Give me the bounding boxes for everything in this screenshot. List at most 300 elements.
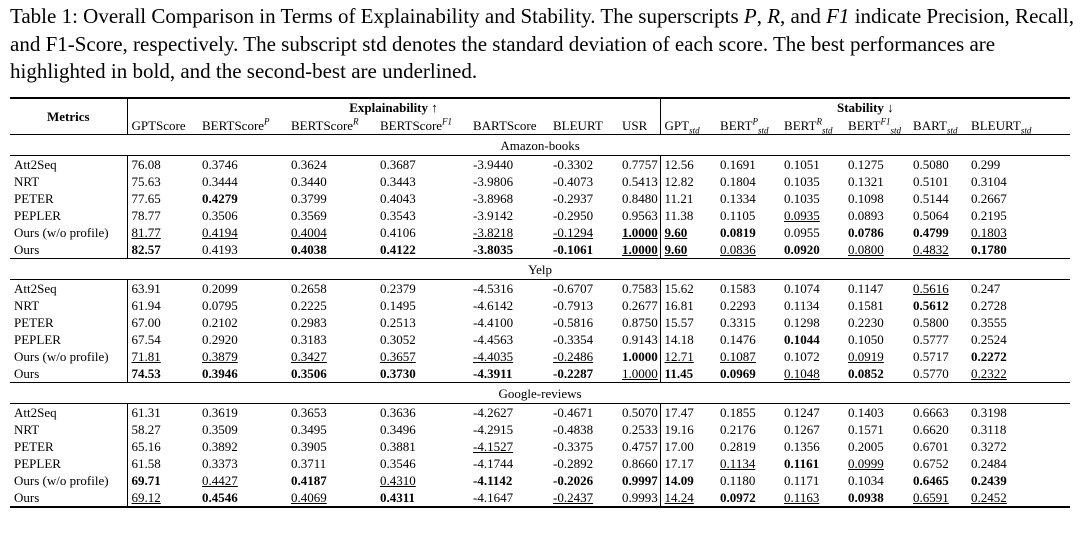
table-cell: 0.3496: [380, 422, 416, 437]
table-cell: 0.1855: [716, 404, 780, 422]
table-cell: 69.12: [127, 489, 198, 507]
column-header: BARTScore: [473, 117, 537, 133]
table-row: [10, 421, 1070, 438]
table-cell: 0.1098: [848, 191, 884, 206]
table-cell: 0.5800: [913, 315, 949, 330]
comparison-table: [10, 97, 1070, 508]
table-cell: 0.4194: [202, 225, 238, 240]
table-row: [10, 404, 1070, 422]
table-cell: 0.6465: [913, 473, 949, 488]
table-cell: 0.4799: [913, 225, 949, 240]
table-cell: -3.9440: [469, 156, 549, 174]
table-cell: -0.7913: [553, 298, 594, 313]
table-cell: 0.8750: [622, 315, 658, 330]
table-cell: 0.4043: [380, 191, 416, 206]
table-cell: 0.2099: [198, 280, 287, 298]
table-cell: 15.62: [660, 280, 716, 298]
table-cell: 0.1134: [720, 456, 756, 471]
table-cell: 0.1105: [720, 208, 756, 223]
table-cell: 0.1356: [784, 439, 820, 454]
column-header: $BERT^{F1}_{std}$: [848, 116, 902, 136]
table-cell: 19.16: [660, 421, 716, 438]
table-cell: 9.60: [660, 224, 716, 241]
table-cell: 0.7583: [618, 280, 660, 298]
table-cell: 0.2102: [202, 315, 238, 330]
table-cell: 0.4546: [198, 489, 287, 507]
table-cell: -3.9806: [473, 174, 514, 189]
table-cell: 0.0999: [848, 456, 884, 471]
table-cell: -0.4838: [553, 422, 594, 437]
method-name: Ours: [14, 242, 40, 257]
table-cell: 58.27: [127, 421, 198, 438]
table-cell: 0.4193: [202, 242, 238, 257]
table-cell: 0.2533: [622, 422, 658, 437]
table-cell: 0.3440: [291, 174, 327, 189]
table-cell: 61.31: [127, 404, 198, 422]
table-cell: 0.3444: [202, 174, 238, 189]
table-cell: 0.4004: [291, 225, 327, 240]
table-cell: 0.5144: [913, 191, 949, 206]
table-cell: 0.3879: [202, 349, 238, 364]
caption-f1: F1: [826, 4, 850, 28]
table-cell: 0.2272: [971, 349, 1007, 364]
table-cell: 0.4069: [287, 489, 376, 507]
method-name: Ours (w/o profile): [14, 349, 109, 364]
method-name: PEPLER: [14, 208, 61, 223]
table-cell: 67.54: [127, 331, 198, 348]
table-cell: 0.4310: [380, 473, 416, 488]
table-cell: 0.0935: [784, 208, 820, 223]
table-cell: -0.3302: [549, 156, 618, 174]
method-name: PETER: [14, 191, 54, 206]
column-header: $BART_{std}$: [913, 117, 958, 136]
table-cell: -0.2950: [553, 208, 594, 223]
table-cell: 74.53: [127, 365, 198, 383]
table-cell: 0.3546: [380, 456, 416, 471]
table-cell: 0.2484: [971, 456, 1007, 471]
table-cell: -4.1647: [469, 489, 549, 507]
table-cell: 0.3495: [291, 422, 327, 437]
table-cell: 0.0819: [720, 225, 756, 240]
section-title: Google-reviews: [10, 383, 1070, 404]
table-cell: 0.0800: [848, 242, 884, 257]
table-cell: 0.3905: [291, 439, 327, 454]
table-cell: 0.0938: [844, 489, 909, 507]
table-cell: -0.1061: [553, 242, 594, 257]
table-cell: 0.0786: [848, 225, 884, 240]
table-cell: 0.2728: [971, 298, 1007, 313]
table-row: [10, 348, 1070, 365]
group-header-row: [10, 98, 1070, 116]
table-row: [10, 297, 1070, 314]
table-cell: -0.2892: [553, 456, 594, 471]
table-cell: 14.18: [660, 331, 716, 348]
section-header-row: [10, 259, 1070, 280]
table-cell: 0.1780: [971, 242, 1007, 257]
table-cell: 0.0955: [784, 225, 820, 240]
table-row: [10, 314, 1070, 331]
table-cell: 0.4106: [380, 225, 416, 240]
table-cell: 0.9563: [622, 208, 658, 223]
section-title: Yelp: [10, 259, 1070, 280]
table-cell: 0.1050: [848, 332, 884, 347]
table-cell: 0.3946: [202, 366, 238, 381]
table-cell: 0.3543: [380, 208, 416, 223]
table-cell: 0.4757: [622, 439, 658, 454]
table-cell: 0.5070: [618, 404, 660, 422]
table-cell: -3.8218: [473, 225, 514, 240]
table-cell: 0.3509: [202, 422, 238, 437]
table-cell: 0.5717: [913, 349, 949, 364]
table-cell: 0.1180: [720, 473, 756, 488]
table-cell: 0.5064: [913, 208, 949, 223]
table-cell: 67.00: [127, 314, 198, 331]
table-cell: 0.8480: [622, 191, 658, 206]
table-cell: 11.21: [660, 190, 716, 207]
table-cell: 0.1571: [848, 422, 884, 437]
table-cell: 82.57: [127, 241, 198, 259]
table-cell: 1.0000: [622, 225, 658, 240]
table-cell: 0.2379: [376, 280, 469, 298]
caption-sep1: ,: [756, 4, 768, 28]
table-cell: 0.1275: [844, 156, 909, 174]
table-cell: 0.0893: [848, 208, 884, 223]
table-cell: 0.1048: [784, 366, 820, 381]
table-cell: 61.58: [127, 455, 198, 472]
table-cell: 0.3052: [380, 332, 416, 347]
table-cell: 63.91: [127, 280, 198, 298]
table-cell: 1.0000: [622, 242, 658, 257]
table-cell: 81.77: [127, 224, 198, 241]
table-cell: 0.3373: [202, 456, 238, 471]
table-cell: 0.2293: [720, 298, 756, 313]
method-name: NRT: [14, 298, 40, 313]
table-cell: -4.4035: [473, 349, 514, 364]
table-cell: 0.1035: [784, 174, 820, 189]
table-cell: 0.1334: [720, 191, 756, 206]
table-cell: -0.2026: [553, 473, 594, 488]
table-cell: 0.2819: [720, 439, 756, 454]
table-cell: 61.94: [127, 297, 198, 314]
table-row: [10, 207, 1070, 224]
column-header: BLEURT: [553, 117, 603, 133]
section-header-row: [10, 135, 1070, 156]
table-row: [10, 455, 1070, 472]
table-cell: 0.4279: [202, 191, 238, 206]
method-name: Att2Seq: [10, 156, 127, 174]
table-cell: 0.3183: [291, 332, 327, 347]
table-cell: 0.1161: [784, 456, 820, 471]
table-cell: 0.9993: [618, 489, 660, 507]
table-cell: -4.2627: [469, 404, 549, 422]
table-cell: 0.1247: [780, 404, 844, 422]
table-cell: 0.1087: [720, 349, 756, 364]
table-cell: 77.65: [127, 190, 198, 207]
table-cell: -0.2486: [553, 349, 594, 364]
method-name: PEPLER: [14, 456, 61, 471]
table-cell: 76.08: [127, 156, 198, 174]
table-row: [10, 365, 1070, 383]
table-cell: -0.2937: [553, 191, 594, 206]
table-cell: 0.0969: [720, 366, 756, 381]
table-cell: 0.5080: [909, 156, 967, 174]
table-cell: -0.2437: [549, 489, 618, 507]
section-title: Amazon-books: [10, 135, 1070, 156]
table-cell: -0.4073: [553, 174, 594, 189]
table-cell: 0.4311: [376, 489, 469, 507]
table-cell: -0.6707: [549, 280, 618, 298]
method-name: Ours: [14, 366, 40, 381]
table-cell: 0.2677: [622, 298, 658, 313]
table-cell: 0.8660: [622, 456, 658, 471]
table-cell: 0.0919: [848, 349, 884, 364]
table-cell: 0.0795: [202, 298, 238, 313]
table-cell: 0.3506: [202, 208, 238, 223]
table-cell: 0.5777: [913, 332, 949, 347]
table-row: [10, 331, 1070, 348]
table-row: [10, 173, 1070, 190]
table-cell: 69.71: [127, 472, 198, 489]
table-cell: 0.5616: [909, 280, 967, 298]
table-cell: 0.6701: [913, 439, 949, 454]
table-cell: -4.6142: [473, 298, 514, 313]
column-header: USR: [622, 117, 648, 133]
table-cell: 0.247: [967, 280, 1070, 298]
caption-p: P: [743, 4, 757, 28]
column-header: BERTScore$^{F1}$: [380, 116, 453, 133]
table-cell: 0.4122: [380, 242, 416, 257]
table-cell: -0.4671: [549, 404, 618, 422]
method-name: Att2Seq: [10, 280, 127, 298]
table-cell: 0.2230: [848, 315, 884, 330]
table-caption: [10, 3, 1074, 86]
table-cell: 0.299: [967, 156, 1070, 174]
table-cell: 0.6620: [913, 422, 949, 437]
table-cell: 0.2452: [967, 489, 1070, 507]
table-cell: 0.5770: [913, 366, 949, 381]
table-cell: 11.38: [660, 207, 716, 224]
table-cell: 1.0000: [622, 366, 658, 381]
table-cell: 0.1476: [720, 332, 756, 347]
table-cell: 0.2920: [202, 332, 238, 347]
table-cell: 16.81: [660, 297, 716, 314]
method-name: Ours: [10, 489, 127, 507]
table-cell: 0.4187: [291, 473, 327, 488]
table-cell: -0.2287: [553, 366, 594, 381]
table-cell: 17.00: [660, 438, 716, 455]
table-cell: 17.17: [660, 455, 716, 472]
table-cell: 0.3569: [291, 208, 327, 223]
table-cell: 0.3272: [971, 439, 1007, 454]
table-cell: -4.1527: [473, 439, 514, 454]
column-header: $BERT^R_{std}$: [784, 116, 833, 136]
metrics-header: Metrics: [10, 98, 127, 135]
caption-tail: indicate Precision, Recall, and F1-Score, respectively. The subscript std denotes the standard deviation of each score. The best performances are highlighted in bold, and the second-best are underlined.: [10, 4, 1074, 83]
table-cell: 0.5612: [913, 298, 949, 313]
table-row: [10, 241, 1070, 259]
table-cell: 0.3198: [967, 404, 1070, 422]
table-cell: 0.1163: [780, 489, 844, 507]
table-cell: 0.3711: [291, 456, 327, 471]
table-cell: 0.1267: [784, 422, 820, 437]
table-cell: 0.1171: [784, 473, 820, 488]
table-cell: 0.2524: [971, 332, 1007, 347]
table-row: [10, 489, 1070, 507]
table-cell: 0.4427: [202, 473, 238, 488]
table-cell: 0.1298: [784, 315, 820, 330]
table-cell: 0.3653: [287, 404, 376, 422]
table-cell: 0.1403: [844, 404, 909, 422]
table-cell: 0.2658: [287, 280, 376, 298]
table-row: [10, 224, 1070, 241]
table-cell: -3.9142: [473, 208, 514, 223]
table-cell: 0.1044: [784, 332, 820, 347]
method-name: Att2Seq: [10, 404, 127, 422]
table-cell: 0.4038: [291, 242, 327, 257]
table-row: [10, 280, 1070, 298]
table-cell: 0.0852: [848, 366, 884, 381]
table-cell: 0.3118: [971, 422, 1007, 437]
table-cell: -4.1142: [473, 473, 513, 488]
table-cell: 0.2322: [971, 366, 1007, 381]
table-cell: 0.1147: [844, 280, 909, 298]
table-cell: -0.1294: [553, 225, 594, 240]
table-cell: 0.3687: [376, 156, 469, 174]
table-cell: 1.0000: [622, 349, 658, 364]
table-cell: 0.2195: [971, 208, 1007, 223]
method-name: NRT: [14, 174, 40, 189]
table-cell: 0.2005: [848, 439, 884, 454]
table-cell: 0.1034: [848, 473, 884, 488]
table-cell: 0.5413: [622, 174, 658, 189]
table-cell: -0.3375: [553, 439, 594, 454]
caption-r: R: [767, 4, 781, 28]
column-header: $BLEURT_{std}$: [971, 117, 1032, 136]
column-header: BERTScore$^R$: [291, 116, 359, 133]
table-cell: 0.3104: [971, 174, 1007, 189]
column-header: GPTScore: [127, 116, 198, 135]
table-cell: 0.5101: [913, 174, 949, 189]
table-cell: -4.5316: [469, 280, 549, 298]
table-cell: 0.1051: [780, 156, 844, 174]
table-row: [10, 472, 1070, 489]
table-row: [10, 156, 1070, 174]
table-cell: 0.3636: [376, 404, 469, 422]
table-cell: 0.1583: [716, 280, 780, 298]
table-cell: 0.2513: [380, 315, 416, 330]
table-cell: 0.2176: [720, 422, 756, 437]
table-cell: 0.3443: [380, 174, 416, 189]
table-cell: 9.60: [660, 241, 716, 259]
table-cell: 14.24: [660, 489, 716, 507]
method-name: Ours (w/o profile): [14, 473, 109, 488]
table-cell: 0.3315: [720, 315, 756, 330]
table-body: [10, 135, 1070, 508]
table-cell: 0.1691: [716, 156, 780, 174]
table-cell: 0.3555: [971, 315, 1007, 330]
table-cell: 75.63: [127, 173, 198, 190]
table-cell: -3.8035: [473, 242, 514, 257]
table-cell: 11.45: [660, 365, 716, 383]
table-cell: -4.1744: [473, 456, 514, 471]
method-name: PETER: [14, 315, 54, 330]
table-cell: 0.2667: [971, 191, 1007, 206]
table-cell: 0.1035: [784, 191, 820, 206]
caption-sep2: , and: [780, 4, 827, 28]
table-cell: 0.4832: [913, 242, 949, 257]
table-cell: 0.3881: [380, 439, 416, 454]
method-name: Ours (w/o profile): [14, 225, 109, 240]
table-cell: 71.81: [127, 348, 198, 365]
table-cell: 0.9143: [622, 332, 658, 347]
table-cell: -4.3911: [473, 366, 513, 381]
table-cell: 0.0972: [716, 489, 780, 507]
table-cell: 0.6591: [909, 489, 967, 507]
explainability-header: Explainability ↑: [127, 98, 660, 116]
table-cell: 0.1803: [971, 225, 1007, 240]
table-cell: 0.3799: [291, 191, 327, 206]
table-cell: 0.3624: [287, 156, 376, 174]
column-header: $BERT^P_{std}$: [720, 116, 769, 136]
table-cell: 0.3746: [198, 156, 287, 174]
table-cell: 0.1074: [780, 280, 844, 298]
column-header: BERTScore$^P$: [202, 116, 270, 133]
table-cell: 0.1072: [784, 349, 820, 364]
table-cell: 14.09: [660, 472, 716, 489]
table-cell: 0.1134: [784, 298, 820, 313]
table-cell: 0.3892: [202, 439, 238, 454]
table-cell: 0.3730: [380, 366, 416, 381]
table-cell: -0.5816: [553, 315, 594, 330]
table-cell: -3.8968: [473, 191, 514, 206]
table-cell: 0.2439: [971, 473, 1007, 488]
column-header-row: [10, 116, 1070, 135]
table-cell: 0.2225: [291, 298, 327, 313]
section-header-row: [10, 383, 1070, 404]
table-cell: 0.1495: [380, 298, 416, 313]
table-cell: 0.3619: [198, 404, 287, 422]
table-cell: 0.6752: [913, 456, 949, 471]
table-cell: 0.0920: [784, 242, 820, 257]
method-name: NRT: [14, 422, 40, 437]
table-cell: 0.3657: [380, 349, 416, 364]
table-row: [10, 190, 1070, 207]
method-name: PEPLER: [14, 332, 61, 347]
table-cell: -0.3354: [553, 332, 594, 347]
table-cell: 0.2983: [291, 315, 327, 330]
table-cell: 0.9997: [622, 473, 658, 488]
table-cell: 0.6663: [909, 404, 967, 422]
table-cell: 15.57: [660, 314, 716, 331]
table-cell: -4.4563: [473, 332, 514, 347]
table-cell: 0.1581: [848, 298, 884, 313]
table-row: [10, 438, 1070, 455]
table-cell: 0.0836: [720, 242, 756, 257]
table-cell: 65.16: [127, 438, 198, 455]
table-cell: 0.3427: [291, 349, 327, 364]
caption-lead: Table 1: Overall Comparison in Terms of Explainability and Stability. The superscripts: [10, 4, 744, 28]
table-cell: 12.71: [660, 348, 716, 365]
table-cell: 0.1804: [720, 174, 756, 189]
table-cell: 78.77: [127, 207, 198, 224]
table-cell: 0.7757: [618, 156, 660, 174]
table-cell: 0.1321: [848, 174, 884, 189]
table-cell: 12.56: [660, 156, 716, 174]
table-cell: -4.4100: [473, 315, 514, 330]
table-cell: 0.3506: [291, 366, 327, 381]
table-cell: 12.82: [660, 173, 716, 190]
column-header: $GPT_{std}$: [660, 116, 716, 135]
